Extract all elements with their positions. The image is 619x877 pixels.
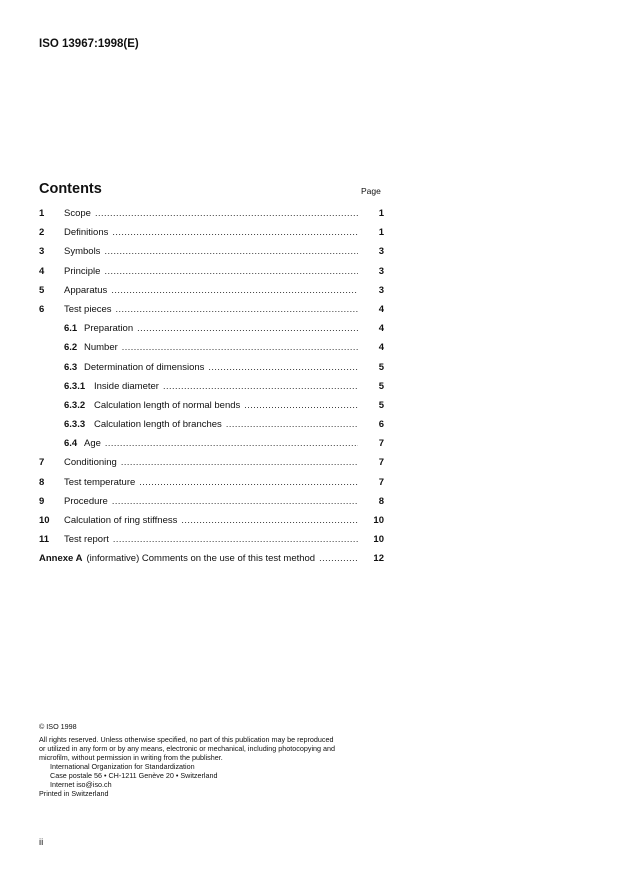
toc-entry-number: 6.2 <box>64 342 78 354</box>
toc-entry-number: 8 <box>39 476 45 488</box>
toc-entry[interactable] <box>39 285 384 304</box>
rights-line-3: microfilm, without permission in writing from the publisher. <box>39 753 223 762</box>
toc-leader-dots <box>113 534 358 544</box>
toc-entry-number: 6.3.1 <box>64 380 86 392</box>
toc-entry[interactable] <box>39 515 384 534</box>
page-column-label: Page <box>361 186 381 196</box>
toc-entry-title: Scope <box>64 208 91 219</box>
org-address: Case postale 56 • CH-1211 Genève 20 • Switzerland <box>50 771 218 780</box>
toc-leader-dots <box>112 496 358 506</box>
contents-heading: Contents <box>39 181 102 197</box>
toc-entry-title: Apparatus <box>64 284 108 296</box>
toc-entry-title: Calculation of ring stiffness <box>64 515 178 526</box>
toc-entry-number: Annexe A <box>39 553 83 565</box>
toc-entry-number: 6.4 <box>64 438 78 450</box>
toc-entry[interactable] <box>39 246 384 265</box>
toc-leader-dots <box>226 419 358 429</box>
toc-entry-page: 5 <box>378 380 384 392</box>
toc-entry-title: Determination of dimensions <box>84 361 205 373</box>
toc-entry[interactable] <box>39 400 384 419</box>
toc-leader-dots <box>111 285 358 295</box>
toc-entry-title: Preparation <box>84 323 134 335</box>
copyright-line: © ISO 1998 <box>39 722 77 731</box>
toc-leader-dots <box>95 208 358 218</box>
toc-entry[interactable] <box>39 227 384 246</box>
toc-entry-number: 9 <box>39 495 45 507</box>
toc-entry[interactable] <box>39 419 384 438</box>
toc-entry-page: 1 <box>378 208 384 219</box>
toc-entry-number: 5 <box>39 284 45 296</box>
toc-leader-dots <box>181 515 358 525</box>
toc-entry-page: 10 <box>373 515 384 526</box>
toc-entry[interactable] <box>39 381 384 400</box>
toc-entry-number: 7 <box>39 457 45 469</box>
toc-entry-page: 7 <box>378 438 384 450</box>
toc-entry-title: Symbols <box>64 246 101 258</box>
toc-entry-page: 12 <box>373 553 384 565</box>
toc-entry-title: Procedure <box>64 495 108 507</box>
document-id: ISO 13967:1998(E) <box>39 38 139 50</box>
toc-entry[interactable] <box>39 496 384 515</box>
toc-entry-page: 3 <box>378 265 384 277</box>
org-name: International Organization for Standardization <box>50 762 195 771</box>
toc-entry[interactable] <box>39 362 384 381</box>
toc-entry-page: 5 <box>378 399 384 411</box>
toc-leader-dots <box>104 246 358 256</box>
toc-leader-dots <box>122 342 358 352</box>
printed-in: Printed in Switzerland <box>39 789 109 798</box>
toc-entry-page: 7 <box>378 457 384 469</box>
toc-leader-dots <box>116 304 358 314</box>
toc-entry-page: 7 <box>378 476 384 488</box>
org-internet: Internet iso@iso.ch <box>50 780 112 789</box>
toc-entry[interactable] <box>39 323 384 342</box>
toc-entry-title: Calculation length of normal bends <box>94 399 241 411</box>
toc-entry-title: Definitions <box>64 227 109 239</box>
toc-leader-dots <box>244 400 358 410</box>
toc-entry[interactable] <box>39 534 384 553</box>
toc-entry-number: 3 <box>39 246 45 258</box>
toc-entry-number: 4 <box>39 265 45 277</box>
toc-entry[interactable] <box>39 342 384 361</box>
toc-entry[interactable] <box>39 266 384 285</box>
toc-entry-number: 6.3 <box>64 361 78 373</box>
toc-entry[interactable] <box>39 553 384 572</box>
toc-entry-page: 3 <box>378 246 384 258</box>
toc-leader-dots <box>137 323 358 333</box>
page-number: ii <box>39 837 44 848</box>
toc-entry-page: 1 <box>378 227 384 239</box>
toc-entry-number: 6.1 <box>64 323 78 335</box>
table-of-contents <box>39 208 384 573</box>
toc-entry-number: 1 <box>39 208 45 219</box>
toc-entry-page: 8 <box>378 495 384 507</box>
toc-leader-dots <box>104 266 358 276</box>
copyright-notice <box>39 722 384 798</box>
toc-entry-title: (informative) Comments on the use of this test method <box>86 553 316 565</box>
toc-entry-number: 2 <box>39 227 45 239</box>
toc-leader-dots <box>319 553 358 563</box>
toc-leader-dots <box>112 227 358 237</box>
toc-entry-title: Test temperature <box>64 476 136 488</box>
toc-leader-dots <box>208 362 358 372</box>
toc-entry[interactable] <box>39 438 384 457</box>
toc-entry-title: Conditioning <box>64 457 117 469</box>
toc-entry-page: 4 <box>378 342 384 354</box>
toc-entry[interactable] <box>39 457 384 476</box>
toc-leader-dots <box>139 477 358 487</box>
toc-entry-page: 5 <box>378 361 384 373</box>
rights-line-2: or utilized in any form or by any means, electronic or mechanical, including photocopying and <box>39 744 336 753</box>
toc-leader-dots <box>163 381 358 391</box>
toc-leader-dots <box>121 457 358 467</box>
rights-line-1: All rights reserved. Unless otherwise specified, no part of this publication may be reproduced <box>39 735 334 744</box>
toc-entry-page: 4 <box>378 323 384 335</box>
toc-entry-title: Age <box>84 438 101 450</box>
toc-leader-dots <box>105 438 358 448</box>
toc-entry[interactable] <box>39 477 384 496</box>
toc-entry-title: Test report <box>64 534 109 546</box>
toc-entry-title: Number <box>84 342 118 354</box>
toc-entry-page: 3 <box>378 284 384 296</box>
toc-entry-number: 6.3.2 <box>64 399 86 411</box>
toc-entry-number: 6.3.3 <box>64 419 86 431</box>
toc-entry-title: Calculation length of branches <box>94 419 222 431</box>
toc-entry-title: Test pieces <box>64 303 112 315</box>
toc-entry-number: 6 <box>39 303 45 315</box>
toc-entry-page: 4 <box>378 303 384 315</box>
toc-entry-title: Principle <box>64 265 101 277</box>
toc-entry-number: 11 <box>39 534 50 546</box>
toc-entry[interactable] <box>39 208 384 227</box>
toc-entry-page: 10 <box>373 534 384 546</box>
toc-entry-page: 6 <box>378 419 384 431</box>
toc-entry[interactable] <box>39 304 384 323</box>
toc-entry-title: Inside diameter <box>94 380 159 392</box>
toc-entry-number: 10 <box>39 515 50 526</box>
